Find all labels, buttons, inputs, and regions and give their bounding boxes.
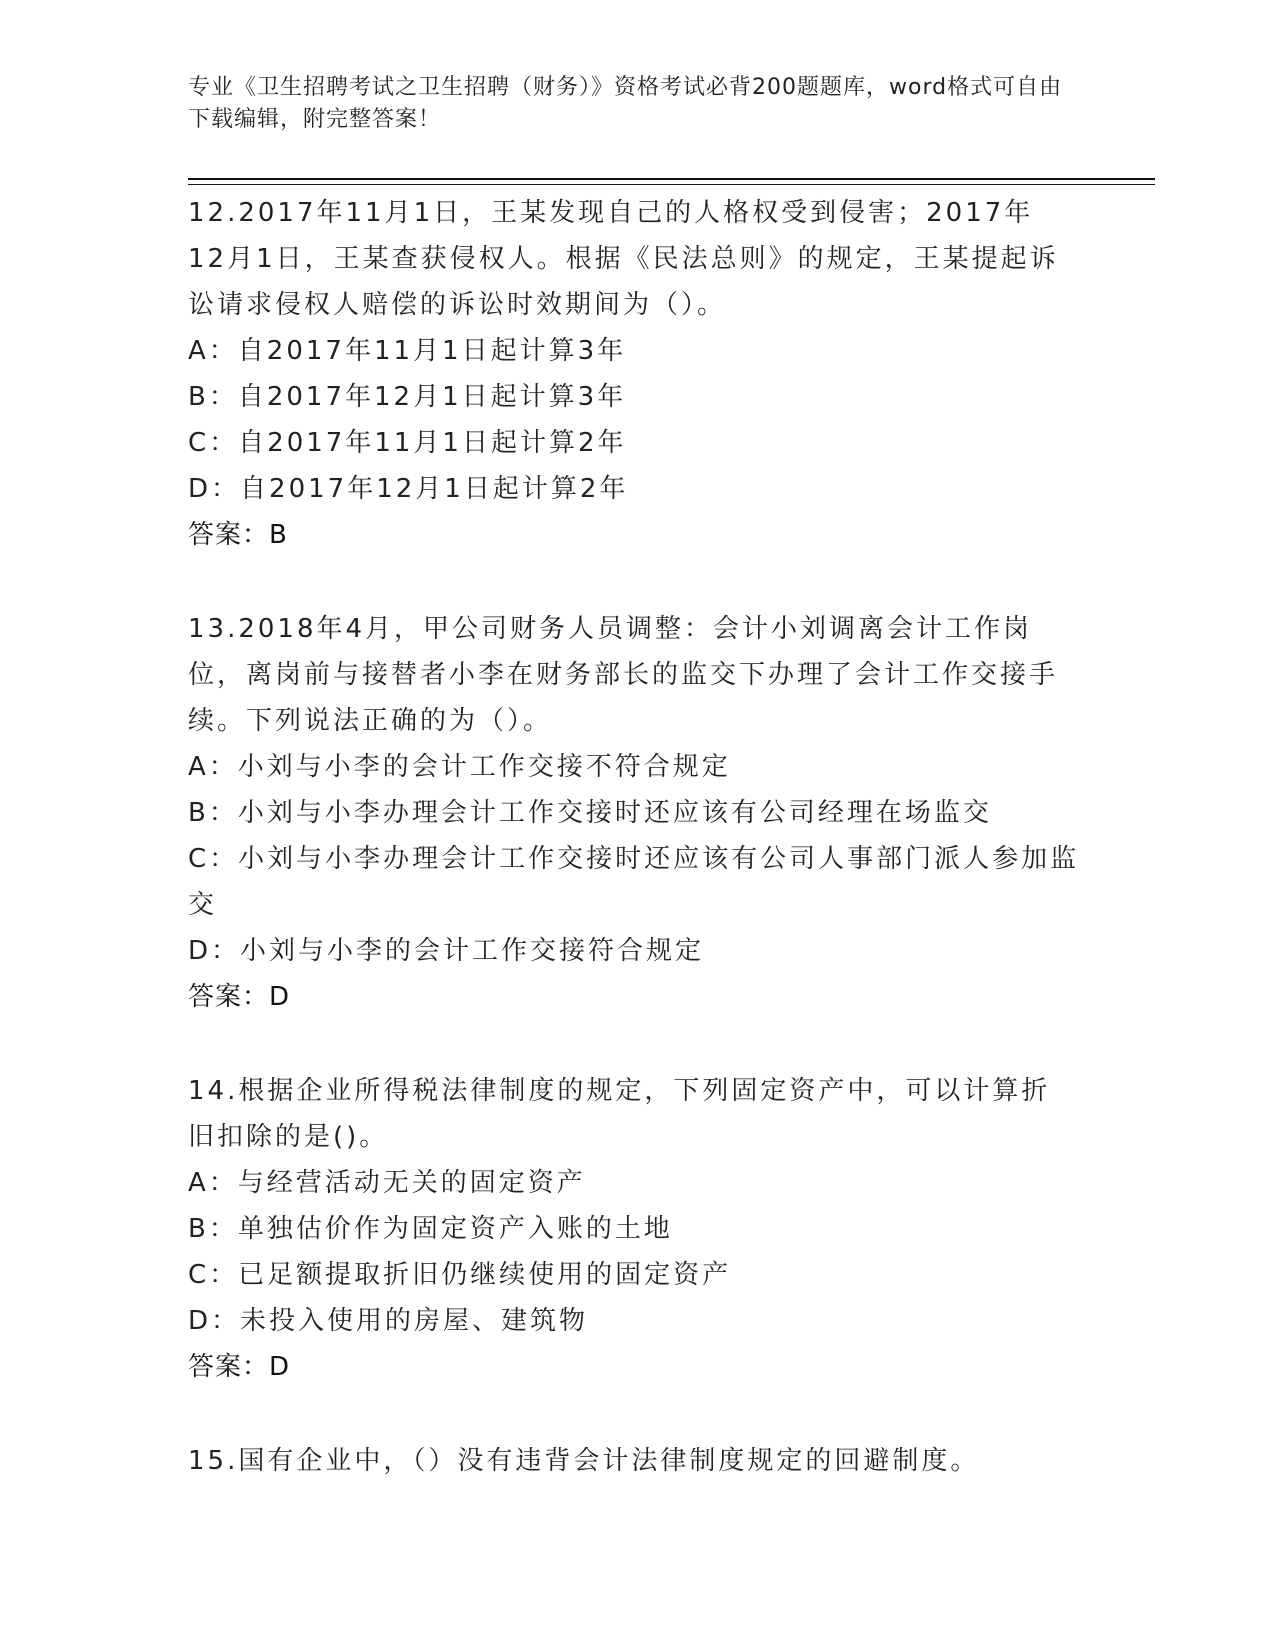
question-13 bbox=[188, 606, 1088, 1020]
option-b: B：小刘与小李办理会计工作交接时还应该有公司经理在场监交 bbox=[188, 798, 992, 828]
question-15 bbox=[188, 1438, 1088, 1484]
option-a: A：自2017年11月1日起计算3年 bbox=[188, 336, 627, 366]
answer-line: 答案：D bbox=[188, 982, 291, 1012]
option-d: D：自2017年12月1日起计算2年 bbox=[188, 474, 629, 504]
option-b: B：单独估价作为固定资产入账的土地 bbox=[188, 1214, 673, 1244]
question-stem: 15.国有企业中，（）没有违背会计法律制度规定的回避制度。 bbox=[188, 1446, 980, 1476]
option-b: B：自2017年12月1日起计算3年 bbox=[188, 382, 627, 412]
question-stem: 12.2017年11月1日，王某发现自己的人格权受到侵害；2017年12月1日，王某查获侵权人。根据《民法总则》的规定，王某提起诉讼请求侵权人赔偿的诉讼时效期间为（）。 bbox=[188, 198, 1059, 320]
option-d: D：小刘与小李的会计工作交接符合规定 bbox=[188, 936, 705, 966]
question-14 bbox=[188, 1068, 1088, 1390]
answer-line: 答案：B bbox=[188, 520, 288, 550]
header-divider-thin bbox=[188, 184, 1155, 185]
document-header: 专业《卫生招聘考试之卫生招聘（财务）》资格考试必背200题题库，word格式可自由下载编辑，附完整答案！ bbox=[188, 75, 1063, 132]
option-a: A：小刘与小李的会计工作交接不符合规定 bbox=[188, 752, 731, 782]
question-12 bbox=[188, 190, 1088, 558]
option-c: C：已足额提取折旧仍继续使用的固定资产 bbox=[188, 1260, 732, 1290]
option-c: C：自2017年11月1日起计算2年 bbox=[188, 428, 627, 458]
option-d: D：未投入使用的房屋、建筑物 bbox=[188, 1306, 589, 1336]
header-divider-thick bbox=[188, 178, 1155, 180]
answer-line: 答案：D bbox=[188, 1352, 291, 1382]
option-c: C：小刘与小李办理会计工作交接时还应该有公司人事部门派人参加监交 bbox=[188, 844, 1080, 920]
option-a: A：与经营活动无关的固定资产 bbox=[188, 1168, 586, 1198]
question-stem: 13.2018年4月，甲公司财务人员调整：会计小刘调离会计工作岗位，离岗前与接替者小李在财务部长的监交下办理了会计工作交接手续。下列说法正确的为（）。 bbox=[188, 614, 1059, 736]
question-list bbox=[188, 190, 1088, 1532]
question-stem: 14.根据企业所得税法律制度的规定，下列固定资产中，可以计算折旧扣除的是()。 bbox=[188, 1076, 1051, 1152]
